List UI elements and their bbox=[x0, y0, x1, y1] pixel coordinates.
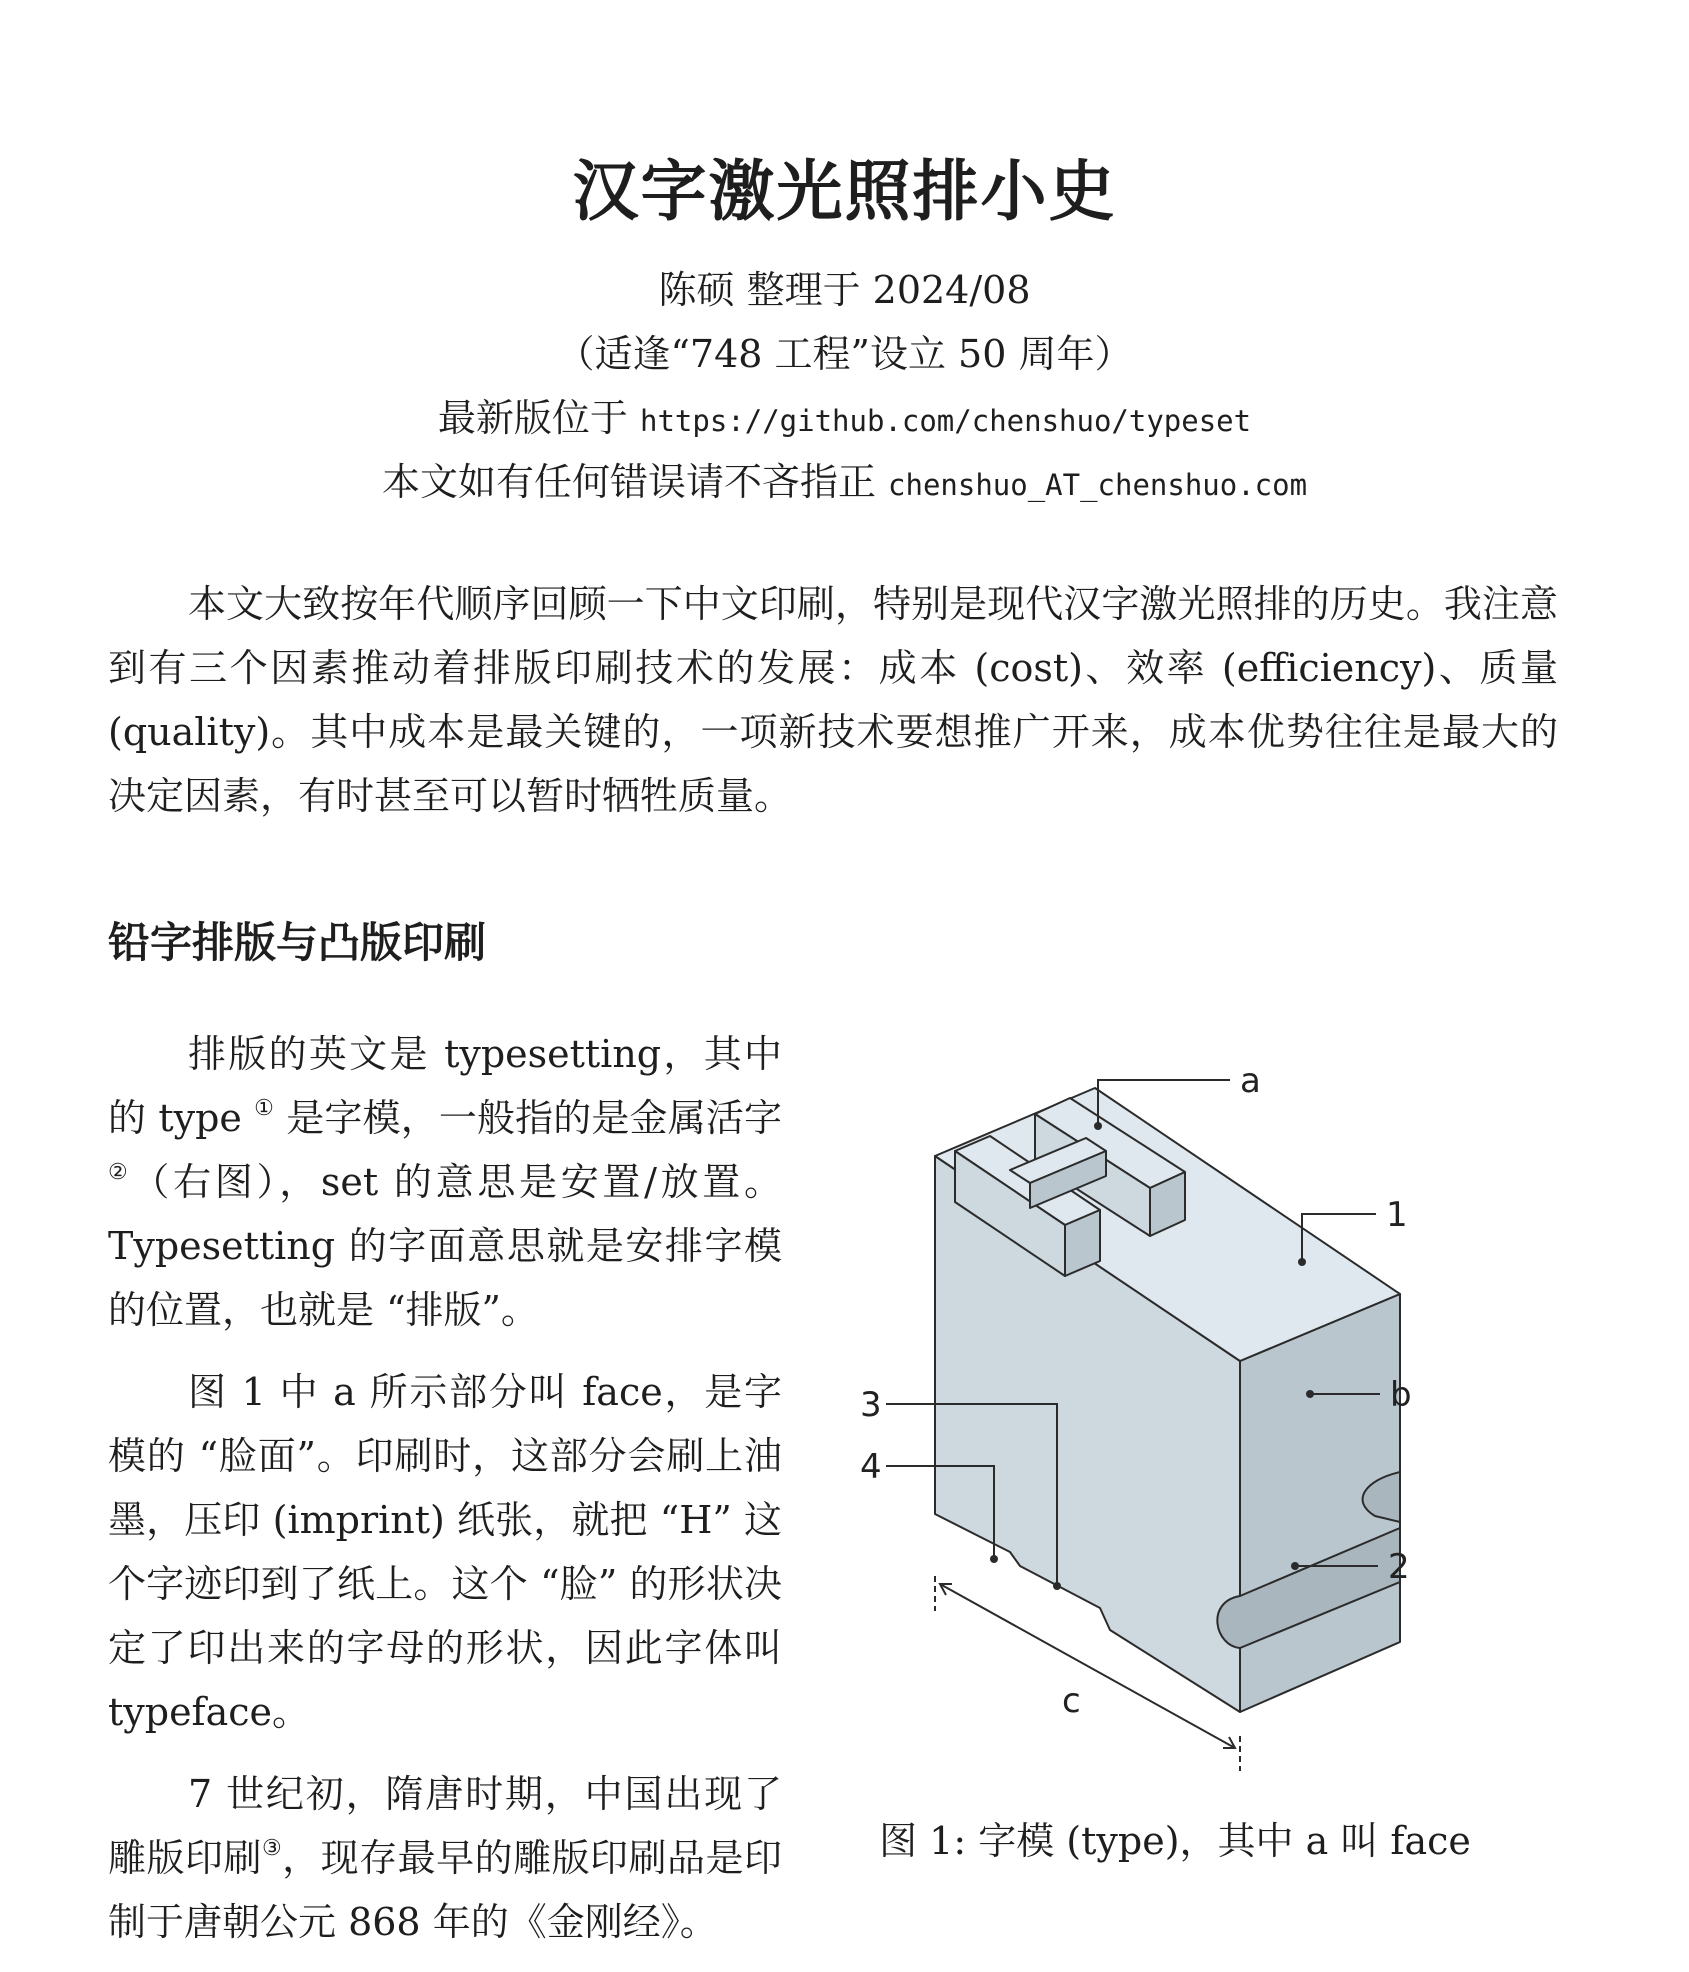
errata-line bbox=[0, 460, 1689, 507]
figure-type-diagram bbox=[850, 1036, 1500, 1796]
dot-a bbox=[1094, 1122, 1102, 1130]
errata-label: 本文如有任何错误请不吝指正 bbox=[381, 460, 889, 504]
paragraph-text: 7 世纪初，隋唐时期，中国出现了雕版印刷 bbox=[108, 1772, 782, 1880]
label-4: 4 bbox=[860, 1447, 882, 1487]
paragraph-text: ，现存最早的雕版印刷品是印制于唐朝公元 868 年的《金刚经》。 bbox=[108, 1836, 782, 1944]
contact-email[interactable]: chenshuo_AT_chenshuo.com bbox=[888, 468, 1308, 502]
dot-b bbox=[1306, 1390, 1314, 1398]
paragraph-typesetting bbox=[108, 1022, 782, 1342]
type-diagram-svg bbox=[850, 1036, 1500, 1796]
paragraph-text: 排版的英文是 typesetting，其中的 type bbox=[108, 1032, 782, 1140]
dot-1 bbox=[1298, 1258, 1306, 1266]
label-3: 3 bbox=[860, 1385, 882, 1425]
intro-paragraph: 本文大致按年代顺序回顾一下中文印刷，特别是现代汉字激光照排的历史。我注意到有三个因素推动着排版印刷技术的发展：成本 (cost)、效率 (efficiency)、质量 (quality)。其中成本是最关键的，一项新技术要想推广开来，成本优势往往是最大的决定因素，有时甚至可以暂时牺牲质量。 bbox=[108, 582, 1558, 818]
latest-version-line bbox=[0, 396, 1689, 443]
label-a: a bbox=[1240, 1061, 1261, 1101]
paragraph-text: （右图），set 的意思是安置/放置。Typesetting 的字面意思就是安排字模的位置，也就是 “排版”。 bbox=[108, 1160, 782, 1332]
label-c: c bbox=[1062, 1681, 1081, 1721]
author-line: 陈硕 整理于 2024/08 bbox=[658, 268, 1031, 312]
paragraph-face: 图 1 中 a 所示部分叫 face，是字模的 “脸面”。印刷时，这部分会刷上油墨，压印 (imprint) 纸张，就把 “H” 这个字迹印到了纸上。这个 “脸” 的形状决定了印出来的字母的形状，因此字体叫 typeface。 bbox=[108, 1370, 782, 1734]
dot-2 bbox=[1291, 1562, 1299, 1570]
dot-3 bbox=[1053, 1582, 1061, 1590]
label-2: 2 bbox=[1388, 1547, 1410, 1587]
repo-link[interactable]: https://github.com/chenshuo/typeset bbox=[640, 404, 1252, 438]
paragraph-text: 是字模，一般指的是金属活字 bbox=[274, 1096, 782, 1140]
footnote-ref-1[interactable]: ① bbox=[254, 1096, 275, 1121]
latest-version-label: 最新版位于 bbox=[437, 396, 640, 440]
figure-caption: 图 1: 字模 (type)，其中 a 叫 face bbox=[879, 1819, 1471, 1863]
footnote-ref-3[interactable]: ③ bbox=[261, 1836, 283, 1861]
label-1: 1 bbox=[1386, 1195, 1408, 1235]
occasion-line: （适逢“748 工程”设立 50 周年） bbox=[556, 332, 1133, 376]
footnote-ref-2[interactable]: ② bbox=[108, 1160, 132, 1185]
dot-4 bbox=[990, 1555, 998, 1563]
paragraph-woodblock bbox=[108, 1762, 782, 1954]
section-body bbox=[108, 1022, 782, 1972]
label-b: b bbox=[1390, 1375, 1412, 1415]
section-heading: 铅字排版与凸版印刷 bbox=[108, 918, 487, 967]
page-title: 汉字激光照排小史 bbox=[572, 153, 1117, 230]
